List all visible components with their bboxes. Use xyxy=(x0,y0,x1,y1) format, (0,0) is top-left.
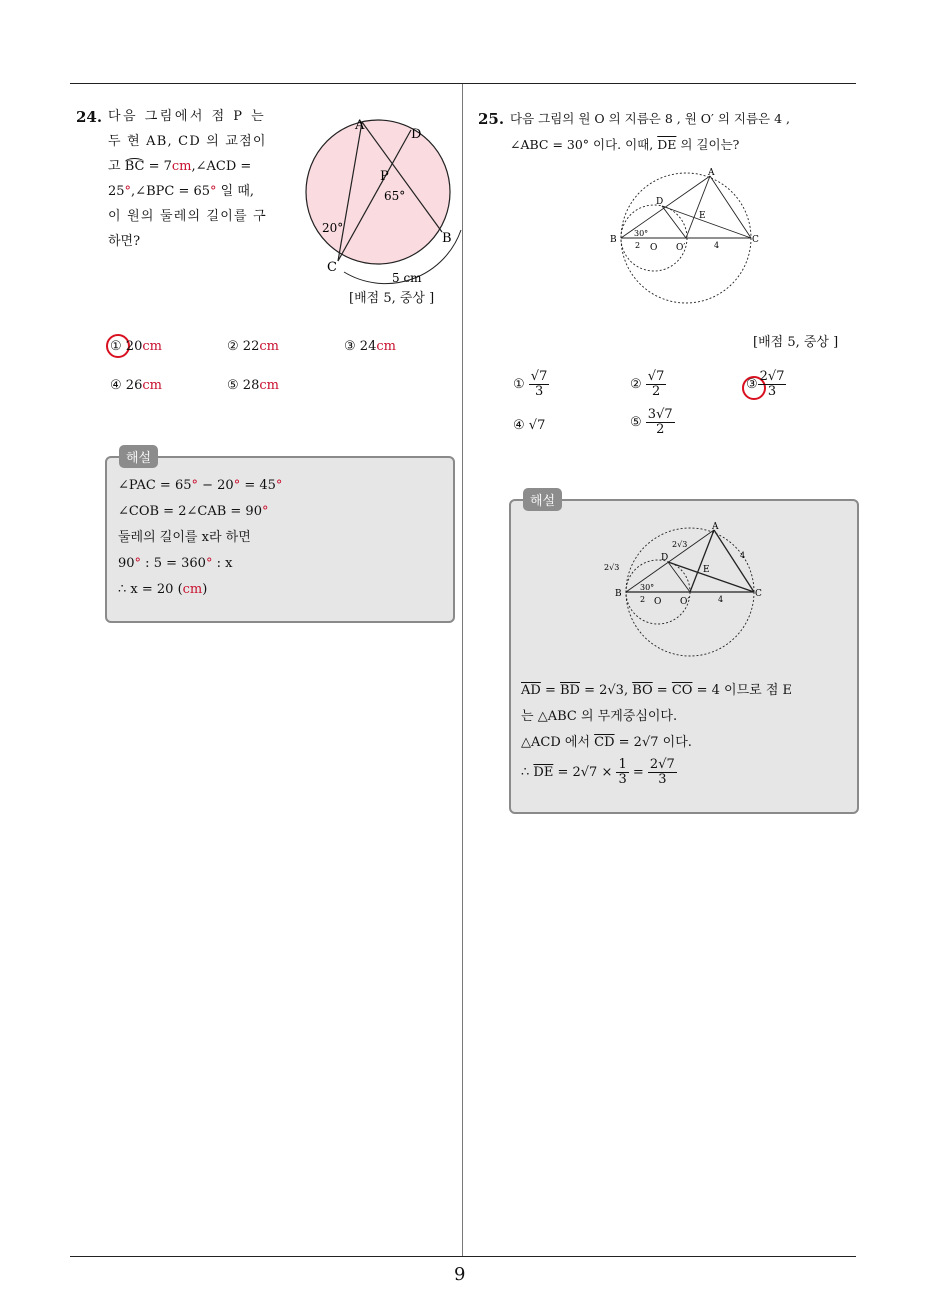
choice-num: ② xyxy=(630,377,642,392)
choice-4[interactable] xyxy=(110,378,162,393)
q24-score: [배점 5, 중상 ] xyxy=(349,291,435,306)
deg-mark: ° xyxy=(233,478,241,493)
seg-do xyxy=(662,206,686,238)
denominator: 3 xyxy=(534,384,544,399)
label-p: P xyxy=(380,169,389,184)
sol-text: ∠PAC = 65 xyxy=(118,478,192,493)
q25-line-1: 다음 그림의 원 O 의 지름은 8 , 원 O′ 의 지름은 4 , xyxy=(510,111,790,126)
deg-mark: ° xyxy=(261,504,269,519)
sol-line-4 xyxy=(118,555,232,573)
label-c: C xyxy=(755,589,762,599)
choice-fraction xyxy=(529,370,550,399)
top-rule xyxy=(70,83,856,84)
q24-line-5: 이 원의 둘레의 길이를 구 xyxy=(108,209,267,224)
choice-unit: cm xyxy=(376,339,396,354)
q25-solution-figure xyxy=(600,520,770,660)
unit-cm: cm xyxy=(171,159,192,174)
segment: $\overline{BD}$ xyxy=(559,683,580,698)
label-a: A xyxy=(355,118,365,133)
sol-text: = xyxy=(540,683,560,698)
sol-text: ) xyxy=(202,582,208,597)
label-b: B xyxy=(442,231,452,246)
question-number: 25. xyxy=(478,110,505,128)
denominator: 2 xyxy=(651,384,661,399)
q24-25: 25 xyxy=(108,184,125,199)
label-d: D xyxy=(661,553,669,563)
label-2root3-left: 2√3 xyxy=(604,563,620,572)
label-65: 65° xyxy=(384,189,406,203)
sol-line-1 xyxy=(521,682,792,700)
denominator: 3 xyxy=(658,772,667,787)
numerator: √7 xyxy=(530,369,548,384)
choice-unit: cm xyxy=(142,339,162,354)
label-o2: O′ xyxy=(676,243,686,253)
choice-3[interactable] xyxy=(746,370,786,399)
choice-num: ③ xyxy=(746,377,758,392)
deg-mark: ° xyxy=(124,184,132,199)
label-2: 2 xyxy=(635,241,641,250)
seg-ao xyxy=(690,530,714,592)
solution-tag: 해설 xyxy=(523,488,562,511)
sol-line-2: 는 △ABC 의 무게중심이다. xyxy=(521,709,678,724)
label-b: B xyxy=(610,235,617,245)
choice-num: ⑤ xyxy=(227,378,239,393)
denominator: 3 xyxy=(618,772,627,787)
q24-go: 고 xyxy=(108,159,125,174)
deg-mark: ° xyxy=(191,478,198,493)
label-4: 4 xyxy=(718,595,724,604)
label-a: A xyxy=(712,522,719,532)
seg-ac xyxy=(714,530,754,592)
label-o2: O′ xyxy=(680,597,690,607)
choice-fraction xyxy=(758,370,787,399)
sol-text: : x xyxy=(212,556,233,571)
q25-text: ∠ABC = 30° 이다. 이때, xyxy=(510,137,658,152)
arc-bc: BC xyxy=(124,159,145,174)
label-c: C xyxy=(327,260,337,275)
label-30: 30° xyxy=(634,229,649,238)
seg-ac xyxy=(710,176,751,238)
label-o: O xyxy=(650,243,658,253)
choice-num: ④ xyxy=(513,418,525,433)
q24-line-2: 두 현 AB, CD 의 교점이 xyxy=(108,134,267,149)
sol-line-5 xyxy=(118,581,207,599)
seg-ao xyxy=(686,176,710,238)
segment: $\overline{AD}$ xyxy=(521,683,541,698)
choice-fraction xyxy=(646,370,667,399)
label-20: 20° xyxy=(322,221,344,235)
q25-figure xyxy=(604,166,764,306)
segment: $\overline{CD}$ xyxy=(594,735,615,750)
sol-text: ∴ xyxy=(521,765,534,780)
sol-text: ∠COB = 2∠CAB = 90 xyxy=(118,504,262,519)
label-5cm: 5 cm xyxy=(392,271,422,285)
label-o: O xyxy=(654,597,662,607)
choice-value: 22 xyxy=(242,339,260,354)
deg-mark: ° xyxy=(275,478,283,493)
sol-text: = 2√7 이다. xyxy=(614,735,692,750)
sol-text: 90 xyxy=(118,556,135,571)
sol-text: = 2√7 × xyxy=(553,765,617,780)
choice-num: ③ xyxy=(344,339,356,354)
q24-line-6: 하면? xyxy=(108,234,141,249)
segment: $\overline{DE}$ xyxy=(533,765,554,780)
label-b: B xyxy=(615,589,622,599)
choice-value: 26 xyxy=(125,378,143,393)
denominator: 2 xyxy=(656,422,665,437)
choice-5[interactable] xyxy=(227,378,279,393)
q24-line-3 xyxy=(108,158,251,176)
q24-acd: ,∠ACD = xyxy=(191,159,252,174)
choice-num: ① xyxy=(110,339,122,354)
segment: $\overline{CO}$ xyxy=(671,683,693,698)
choice-1[interactable] xyxy=(110,339,162,354)
q24-line-1: 다음 그림에서 점 P 는 xyxy=(108,109,267,124)
choice-num: ⑤ xyxy=(630,415,642,430)
choice-value: √7 xyxy=(528,418,546,433)
choice-unit: cm xyxy=(259,378,279,393)
choice-2[interactable] xyxy=(630,370,666,399)
numerator: 1 xyxy=(618,757,627,772)
sol-text: △ACD 에서 xyxy=(521,735,595,750)
sol-text: = xyxy=(652,683,672,698)
q24-tail: 일 때, xyxy=(216,184,255,199)
bottom-rule xyxy=(70,1256,856,1257)
q24-eq: = 7 xyxy=(144,159,172,174)
sol-text: = 4 이므로 점 E xyxy=(692,683,793,698)
numerator: √7 xyxy=(647,369,665,384)
q25-text: 의 길이는? xyxy=(676,137,740,152)
fraction xyxy=(616,758,628,787)
label-2root3-top: 2√3 xyxy=(672,540,688,549)
sol-text: ∴ x = 20 ( xyxy=(118,582,183,597)
label-2: 2 xyxy=(640,595,646,604)
choice-unit: cm xyxy=(142,378,162,393)
choice-num: ② xyxy=(227,339,239,354)
label-d: D xyxy=(411,127,422,142)
choice-4[interactable] xyxy=(513,418,545,433)
choice-1[interactable] xyxy=(513,370,549,399)
q25-line-2 xyxy=(510,136,739,154)
page-number: 9 xyxy=(454,1264,466,1285)
sol-line-1 xyxy=(118,477,282,495)
segment: $\overline{BO}$ xyxy=(632,683,653,698)
denominator: 3 xyxy=(767,384,777,399)
seg-cd xyxy=(662,206,751,238)
q24-line-4 xyxy=(108,183,254,201)
label-30: 30° xyxy=(640,583,655,592)
choice-num: ① xyxy=(513,377,525,392)
numerator: 2√7 xyxy=(649,757,675,772)
question-number: 24. xyxy=(76,108,103,126)
sol-text: − 20 xyxy=(197,478,234,493)
label-4: 4 xyxy=(714,241,720,250)
sol-line-3: 둘레의 길이를 x라 하면 xyxy=(118,530,251,545)
segment-de: $\overline{DE}$ xyxy=(657,137,677,152)
label-e: E xyxy=(703,565,710,575)
label-a: A xyxy=(708,168,715,178)
label-4-ac: 4 xyxy=(740,551,746,560)
choice-fraction xyxy=(646,408,675,437)
choice-value: 24 xyxy=(359,339,377,354)
label-d: D xyxy=(656,197,664,207)
choice-5[interactable] xyxy=(630,408,675,437)
numerator: 2√7 xyxy=(759,369,785,384)
label-e: E xyxy=(699,211,706,221)
deg-mark: ° xyxy=(134,556,142,571)
sol-text: = 45 xyxy=(240,478,276,493)
deg-mark: ° xyxy=(210,184,217,199)
q25-score: [배점 5, 중상 ] xyxy=(753,335,839,350)
choice-unit: cm xyxy=(259,339,279,354)
sol-line-3 xyxy=(521,734,692,752)
choice-value: 28 xyxy=(242,378,260,393)
choice-num: ④ xyxy=(110,378,122,393)
sol-line-2 xyxy=(118,503,268,521)
choice-2[interactable] xyxy=(227,339,279,354)
circle xyxy=(306,120,450,264)
numerator: 3√7 xyxy=(647,407,673,422)
sol-line-4 xyxy=(521,756,677,790)
deg-mark: ° xyxy=(205,556,213,571)
sol-text: = xyxy=(628,765,648,780)
solution-tag: 해설 xyxy=(119,445,158,468)
label-c: C xyxy=(752,235,759,245)
unit-cm: cm xyxy=(182,582,203,597)
choice-value: 20 xyxy=(125,339,143,354)
fraction xyxy=(648,758,677,787)
q24-figure xyxy=(296,112,466,287)
sol-text: = 2√3, xyxy=(579,683,633,698)
sol-text: : 5 = 360 xyxy=(141,556,206,571)
choice-3[interactable] xyxy=(344,339,396,354)
seg-cd xyxy=(668,562,754,592)
q24-bpc: ,∠BPC = 65 xyxy=(131,184,211,199)
